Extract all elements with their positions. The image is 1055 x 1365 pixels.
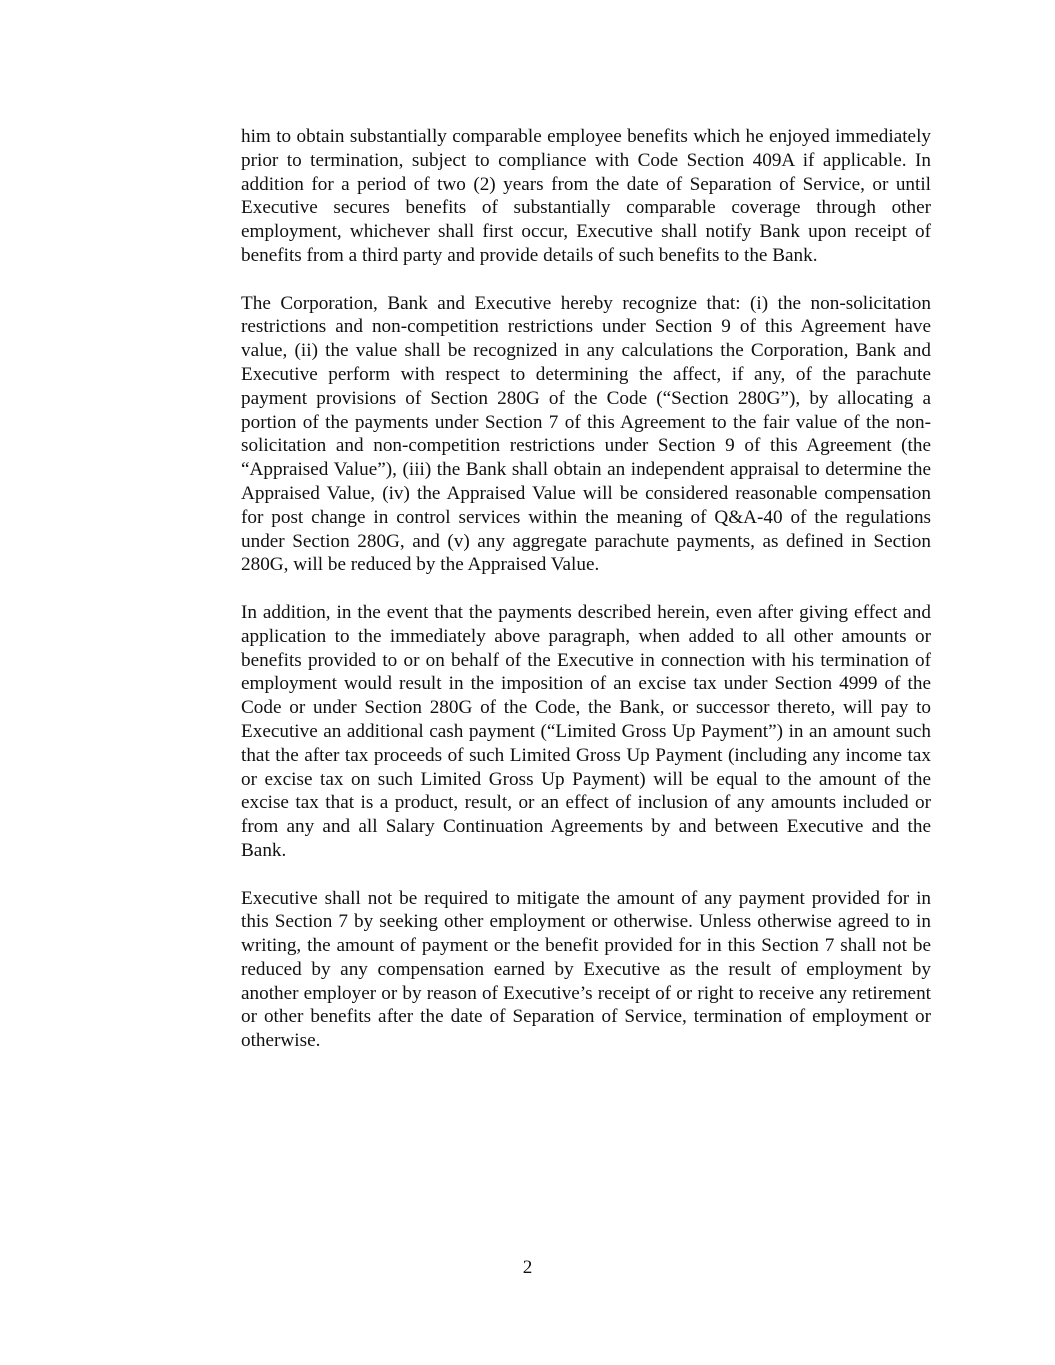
paragraph-benefits-continuation: him to obtain substantially comparable employee benefits which he enjoyed immediately prior to termination, subject to compliance with Code Section 409A if applicable. In addition for a period of two (2) years from the date of Separation of Service, or until Executive secures benefits of substantially comparable coverage through other employment, whichever shall first occur, Executive shall notify Bank upon receipt of benefits from a third party and provide details of such benefits to the Bank. — [241, 126, 931, 266]
paragraph-appraised-value: The Corporation, Bank and Executive hereby recognize that: (i) the non-solicitation restrictions and non-competition restrictions under Section 9 of this Agreement have value, (ii) the value shall be recognized in any calculations the Corporation, Bank and Executive perform with respect to determining the affect, if any, of the parachute payment provisions of Section 280G of the Code (“Section 280G”), by allocating a portion of the payments under Section 7 of this Agreement to the fair value of the non-solicitation and non-competition restrictions under Section 9 of this Agreement (the “Appraised Value”), (iii) the Bank shall obtain an independent appraisal to determine the Appraised Value, (iv) the Appraised Value will be considered reasonable compensation for post change in control services within the meaning of Q&A-40 of the regulations under Section 280G, and (v) any aggregate parachute payments, as defined in Section 280G, will be reduced by the Appraised Value. — [241, 292, 931, 576]
paragraph-limited-gross-up: In addition, in the event that the payments described herein, even after giving effect and application to the immediately above paragraph, when added to all other amounts or benefits provided to or on behalf of the Executive in connection with his termination of employment would result in the imposition of an excise tax under Section 4999 of the Code or under Section 280G of the Code, the Bank, or successor thereto, will pay to Executive an additional cash payment (“Limited Gross Up Payment”) in an amount such that the after tax proceeds of such Limited Gross Up Payment (including any income tax or excise tax on such Limited Gross Up Payment) will be equal to the amount of the excise tax that is a product, result, or an effect of inclusion of any amounts included or from any and all Salary Continuation Agreements by and between Executive and the Bank. — [241, 601, 931, 861]
document-body — [241, 125, 931, 1077]
paragraph-no-mitigation: Executive shall not be required to mitigate the amount of any payment provided for in this Section 7 by seeking other employment or otherwise. Unless otherwise agreed to in writing, the amount of payment or the benefit provided for in this Section 7 shall not be reduced by any compensation earned by Executive as the result of employment by another employer or by reason of Executive’s receipt of or right to receive any retirement or other benefits after the date of Separation of Service, termination of employment or otherwise. — [241, 887, 931, 1052]
page-number: 2 — [522, 1257, 533, 1278]
